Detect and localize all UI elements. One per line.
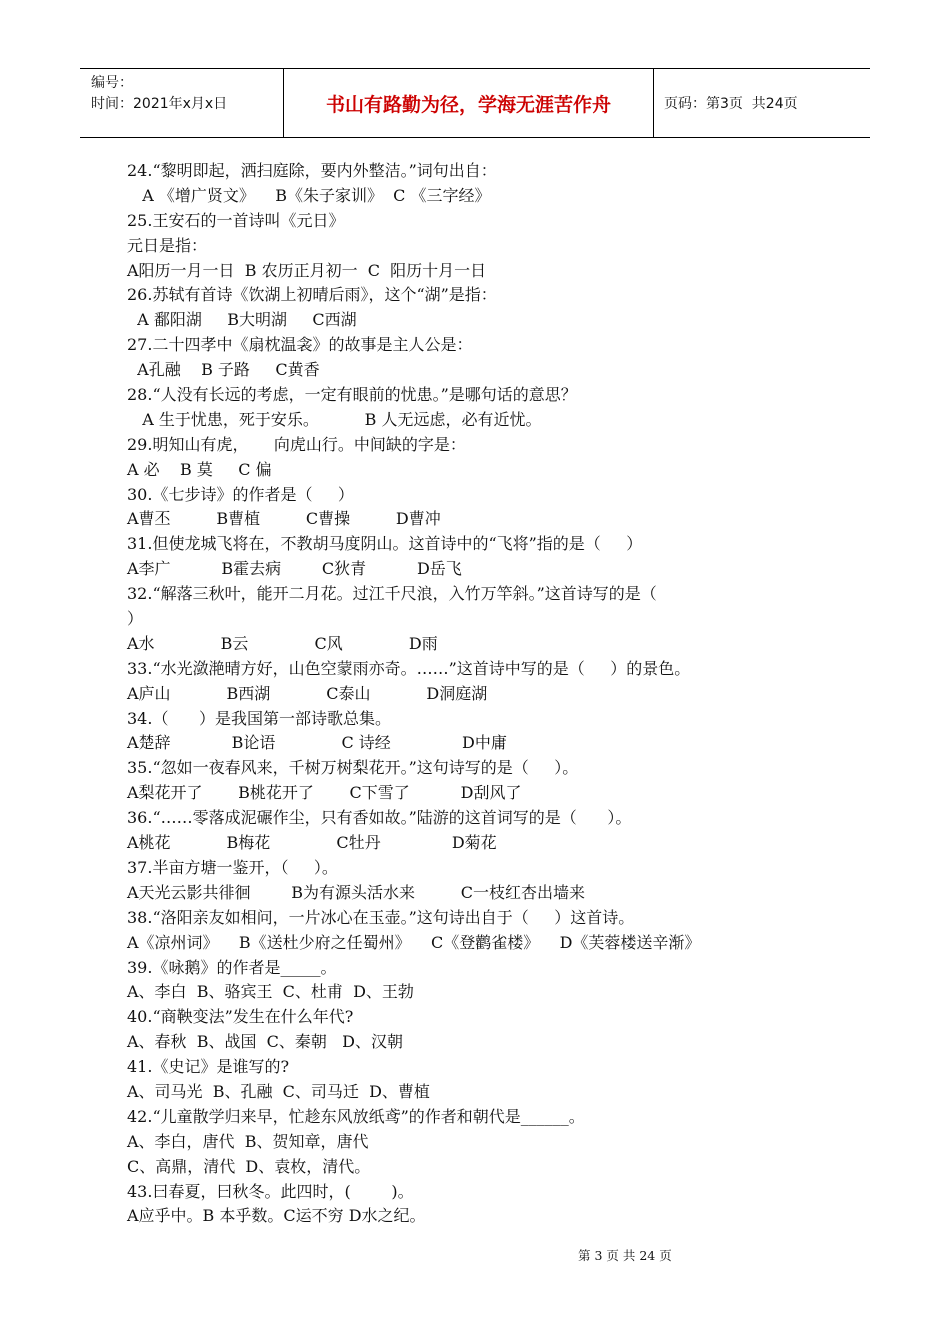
text-line: 30.《七步诗》的作者是（ ） <box>127 484 354 504</box>
text-line: A梨花开了 B桃花开了 C下雪了 D刮风了 <box>127 783 522 803</box>
text-line: 33.“水光潋滟晴方好，山色空蒙雨亦奇。……”这首诗中写的是（ ）的景色。 <box>127 658 691 678</box>
document-body <box>127 159 827 1229</box>
text-line: A、李白，唐代 B、贺知章，唐代 <box>127 1131 369 1151</box>
text-line: A天光云影共徘徊 B为有源头活水来 C一枝红杏出墙来 <box>127 882 586 902</box>
text-line: A 必 B 莫 C 偏 <box>127 459 272 479</box>
text-line: A 生于忧患，死于安乐。 B 人无远虑，必有近忧。 <box>127 409 542 429</box>
header-meta-cell <box>80 69 284 137</box>
text-line: 24.“黎明即起，洒扫庭除，要内外整洁。”词句出自： <box>127 161 497 180</box>
text-line: A《凉州词》 B《送杜少府之任蜀州》 C《登鹳雀楼》 D《芙蓉楼送辛渐》 <box>127 932 701 952</box>
text-line: A楚辞 B论语 C 诗经 D中庸 <box>127 733 507 753</box>
text-line: 41.《史记》是谁写的? <box>127 1057 290 1077</box>
text-line: 39.《咏鹅》的作者是_____。 <box>127 957 337 977</box>
text-line: 36.“……零落成泥碾作尘，只有香如故。”陆游的这首词写的是（ ）。 <box>127 808 632 828</box>
text-line: 35.“忽如一夜春风来，千树万树梨花开。”这句诗写的是（ ）。 <box>127 758 579 778</box>
code-label: 编号： <box>91 75 133 91</box>
text-line: A水 B云 C风 D雨 <box>127 633 438 653</box>
text-line: 26.苏轼有首诗《饮湖上初晴后雨》，这个“湖”是指： <box>127 285 497 305</box>
page-info: 页码：第3页 共24页 <box>664 96 798 112</box>
page-header <box>80 68 870 138</box>
text-line: 元日是指： <box>127 235 208 255</box>
text-line: A、李白 B、骆宾王 C、杜甫 D、王勃 <box>127 982 414 1002</box>
text-line: A、春秋 B、战国 C、秦朝 D、汉朝 <box>127 1032 403 1052</box>
header-page-cell <box>654 69 870 137</box>
text-line: 32.“解落三秋叶，能开二月花。过江千尺浪，入竹万竿斜。”这首诗写的是（ <box>127 584 657 604</box>
text-line: 37.半亩方塘一鉴开，（ ）。 <box>127 857 338 877</box>
time-label: 时间：2021年x月x日 <box>91 96 228 112</box>
text-line: A 《增广贤文》 B《朱子家训》 C 《三字经》 <box>127 185 491 205</box>
text-line: 27.二十四孝中《扇枕温衾》的故事是主人公是： <box>127 335 473 355</box>
text-line: 34.（ ）是我国第一部诗歌总集。 <box>127 708 391 728</box>
text-line: 38.“洛阳亲友如相问，一片冰心在玉壶。”这句诗出自于（ ）这首诗。 <box>127 907 635 927</box>
text-line: 28.“人没有长远的考虑，一定有眼前的忧患。”是哪句话的意思？ <box>127 385 577 405</box>
text-line: A曹丕 B曹植 C曹操 D曹冲 <box>127 509 441 529</box>
text-line: 25.王安石的一首诗叫《元日》 <box>127 210 345 230</box>
header-motto-cell <box>284 69 654 137</box>
text-line: A孔融 B 子路 C黄香 <box>127 360 320 380</box>
text-line: A阳历一月一日 B 农历正月初一 C 阳历十月一日 <box>127 260 487 280</box>
motto-text: 书山有路勤为径，学海无涯苦作舟 <box>325 93 611 116</box>
text-line: A应乎中。B 本乎数。C运不穷 D水之纪。 <box>127 1206 426 1226</box>
text-line: A 鄱阳湖 B大明湖 C西湖 <box>127 310 357 330</box>
text-line: 40.“商鞅变法”发生在什么年代? <box>127 1007 354 1027</box>
text-line: A、司马光 B、孔融 C、司马迁 D、曹植 <box>127 1081 430 1101</box>
text-line: 43.曰春夏，曰秋冬。此四时，( )。 <box>127 1181 414 1201</box>
text-line: A桃花 B梅花 C牡丹 D菊花 <box>127 833 497 853</box>
text-line: A李广 B霍去病 C狄青 D岳飞 <box>127 559 462 579</box>
text-line: ） <box>127 609 144 629</box>
page-footer: 第 3 页 共 24 页 <box>578 1248 672 1263</box>
text-line: 31.但使龙城飞将在，不教胡马度阴山。这首诗中的“飞将”指的是（ ） <box>127 534 643 554</box>
text-line: 29.明知山有虎， 向虎山行。中间缺的字是： <box>127 434 466 454</box>
text-line: 42.“儿童散学归来早，忙趁东风放纸鸢”的作者和朝代是______。 <box>127 1106 585 1126</box>
text-line: A庐山 B西湖 C泰山 D洞庭湖 <box>127 683 488 703</box>
text-line: C、高鼎，清代 D、袁枚，清代。 <box>127 1156 371 1176</box>
